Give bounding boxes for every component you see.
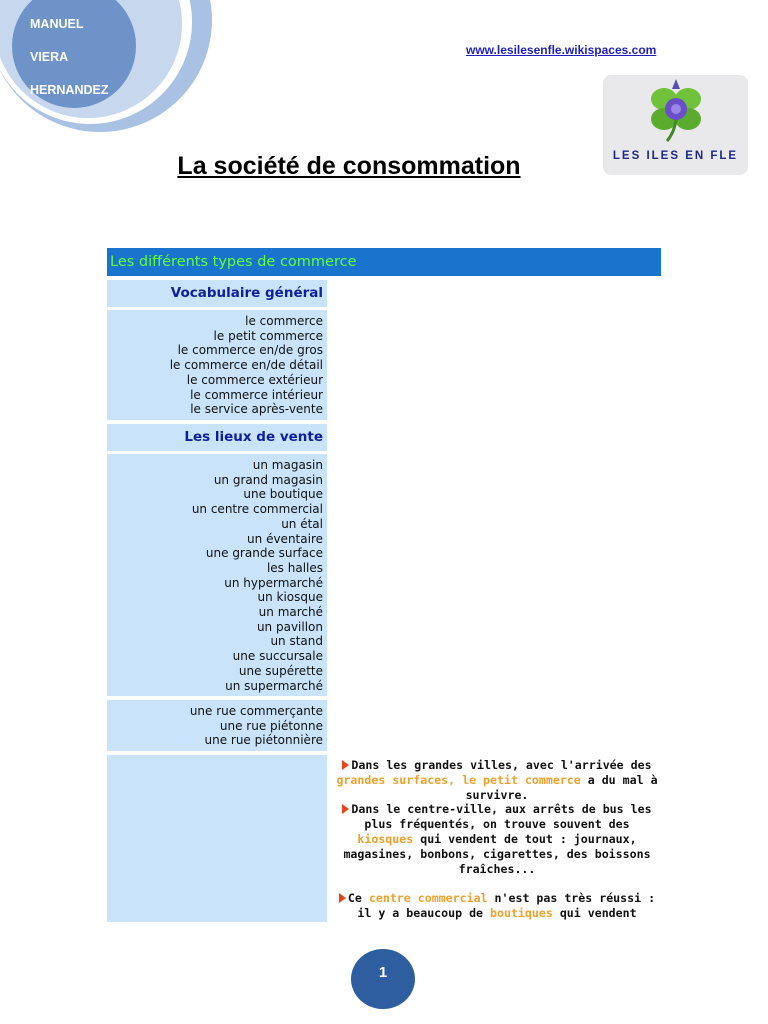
arrow-bullet-icon: [342, 760, 349, 770]
site-link[interactable]: www.lesilesenfle.wikispaces.com: [466, 43, 657, 57]
author-first-name: MANUEL: [30, 17, 84, 31]
examples-cell: [333, 758, 661, 921]
vocab-term: le commerce: [245, 314, 323, 328]
table-header: Les différents types de commerce: [107, 248, 661, 276]
lieux-term: un magasin: [252, 458, 323, 472]
highlight-term: boutiques: [490, 905, 553, 920]
rue-term: une rue commerçante: [189, 704, 323, 718]
logo-text: LES ILES EN FLE: [612, 150, 739, 162]
author-name: [30, 16, 108, 115]
arrow-bullet-icon: [342, 804, 349, 814]
highlight-term: centre commercial: [368, 891, 488, 906]
arrow-bullet-icon: [339, 893, 346, 903]
lieux-terms-cell: [107, 454, 327, 696]
lieux-heading: Les lieux de vente: [107, 424, 327, 451]
rue-term: une rue piétonne: [219, 718, 323, 733]
vocab-term: le commerce en/de gros: [177, 343, 323, 358]
lieux-term: une grande surface: [205, 546, 323, 561]
lieux-term: un hypermarché: [224, 575, 323, 590]
lieux-term: un grand magasin: [213, 472, 323, 487]
example-sentence: Dans les grandes villes, avec l'arrivée des grandes surfaces, le petit commerce a du mal à survivre.: [336, 758, 658, 802]
lieux-term: une succursale: [232, 649, 323, 664]
page-number-badge: 1: [351, 949, 415, 1009]
vocab-terms-cell: [107, 310, 327, 420]
author-middle-name: VIERA: [30, 50, 69, 64]
lieux-term: un pavillon: [256, 619, 323, 634]
vocab-heading: Vocabulaire général: [107, 280, 327, 307]
highlight-term: grandes surfaces, le petit commerce: [336, 772, 581, 787]
lieux-term: un kiosque: [257, 590, 323, 605]
lieux-term: un stand: [270, 634, 323, 649]
vocab-term: le service après-vente: [190, 402, 323, 417]
vocab-term: le commerce intérieur: [190, 387, 323, 402]
clover-logo-icon: [631, 77, 721, 149]
empty-term-cell: [107, 755, 327, 922]
lieux-term: un centre commercial: [191, 502, 323, 517]
lieux-term: une boutique: [243, 487, 323, 502]
example-sentence: Ce centre commercial n'est pas très réussi : il y a beaucoup de boutiques qui vendent: [333, 891, 661, 921]
lieux-term: un étal: [281, 516, 323, 531]
lieux-term: un supermarché: [225, 678, 323, 693]
vocab-term: le commerce extérieur: [186, 372, 323, 387]
rue-terms-cell: [107, 700, 327, 751]
lieux-term: un marché: [258, 605, 323, 620]
lieux-term: les halles: [266, 560, 323, 575]
example-sentence: Dans le centre-ville, aux arrêts de bus les plus fréquentés, on trouve souvent des kiosques qui vendent de tout : journaux, magasines, bonbons, cigarettes, des boissons fraîches...: [343, 802, 652, 876]
vocab-term: le petit commerce: [213, 328, 323, 343]
rue-term: une rue piétonnière: [204, 733, 323, 748]
page-title: La société de consommation: [177, 152, 521, 180]
author-last-name: HERNANDEZ: [30, 83, 109, 97]
vocab-term: le commerce en/de détail: [169, 358, 323, 373]
highlight-term: kiosques: [357, 831, 414, 846]
lieux-term: une supérette: [238, 663, 323, 678]
lieux-term: un éventaire: [247, 531, 323, 546]
